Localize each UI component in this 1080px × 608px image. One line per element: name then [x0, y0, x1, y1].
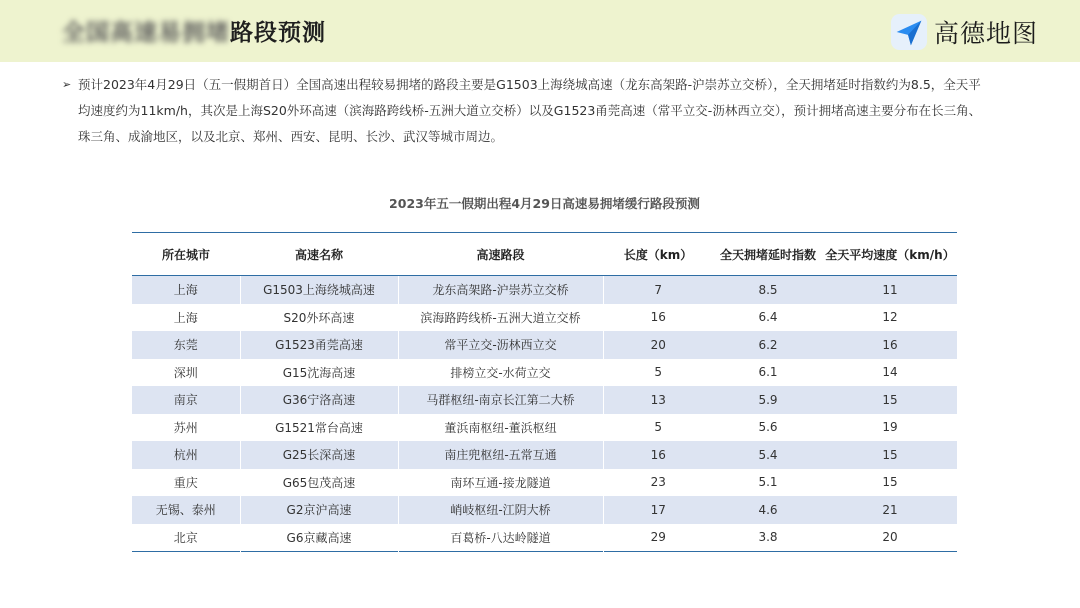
highway-cell: G36宁洛高速: [240, 386, 398, 414]
amap-logo-icon: [890, 13, 928, 51]
table-header-row: [132, 233, 957, 276]
brand-name: 高德地图: [933, 19, 1038, 48]
table-row: [132, 469, 957, 497]
column-header: 长度（km）: [603, 233, 713, 276]
avg-speed-cell: 21: [823, 496, 957, 524]
length-cell: 7: [603, 276, 713, 304]
page-title-text: 路段预测: [230, 20, 326, 46]
highway-cell: G65包茂高速: [240, 469, 398, 497]
table-row: [132, 359, 957, 387]
highway-cell: S20外环高速: [240, 304, 398, 332]
delay-index-cell: 5.4: [713, 441, 823, 469]
city-cell: 北京: [173, 530, 198, 545]
table-row: [132, 441, 957, 469]
page-title: [62, 14, 326, 47]
delay-index-cell: 4.6: [713, 496, 823, 524]
table-row: [132, 304, 957, 332]
column-header: 所在城市: [132, 233, 240, 276]
length-cell: 17: [603, 496, 713, 524]
delay-index-cell: 8.5: [713, 276, 823, 304]
highway-cell: G15沈海高速: [240, 359, 398, 387]
delay-index-cell: 6.4: [758, 310, 778, 325]
city-cell: 重庆: [173, 475, 198, 490]
table-caption: 2023年五一假期出程4月29日高速易拥堵缓行路段预测: [389, 196, 700, 211]
segment-cell: 南庄兜枢纽-五常互通: [398, 441, 603, 469]
city-cell: 无锡、泰州: [132, 496, 240, 524]
highway-cell: G1521常台高速: [240, 414, 398, 442]
avg-speed-cell: 14: [882, 365, 898, 380]
column-header: 全天平均速度（km/h）: [823, 233, 957, 276]
column-header: 高速名称: [240, 233, 398, 276]
delay-index-cell: 5.1: [758, 475, 778, 490]
segment-cell: 百葛桥-八达岭隧道: [398, 524, 603, 552]
table-row: [132, 386, 957, 414]
avg-speed-cell: 12: [882, 310, 898, 325]
length-cell: 16: [650, 310, 666, 325]
delay-index-cell: 6.1: [758, 365, 778, 380]
summary-text: 预计2023年4月29日（五一假期首日）全国高速出程较易拥堵的路段主要是G1503上海绕城高速（龙东高架路-沪崇苏立交桥），全天拥堵延时指数约为8.5，全天平均速度约为11km/h，其次是上海S20外环高速（滨海路跨线桥-五洲大道立交桥）以及G1523甬莞高速（常平立交-沥林西立交），预计拥堵高速主要分布在长三角、珠三角、成渝地区，以及北京、郑州、西安、昆明、长沙、武汉等城市周边。: [78, 77, 982, 144]
length-cell: 29: [650, 530, 666, 545]
summary-paragraph: [62, 72, 992, 150]
avg-speed-cell: 11: [823, 276, 957, 304]
page-title-blurred: 全国高速易拥堵: [62, 20, 230, 46]
length-cell: 20: [603, 331, 713, 359]
city-cell: 南京: [132, 386, 240, 414]
segment-cell: 马群枢纽-南京长江第二大桥: [398, 386, 603, 414]
arrow-bullet-icon: ➢: [62, 78, 72, 91]
table-row: [132, 331, 957, 359]
segment-cell: 滨海路跨线桥-五洲大道立交桥: [398, 304, 603, 332]
delay-index-cell: 6.2: [713, 331, 823, 359]
table-row: [132, 524, 957, 552]
avg-speed-cell: 20: [882, 530, 898, 545]
segment-cell: 龙东高架路-沪崇苏立交桥: [398, 276, 603, 304]
highway-cell: G6京藏高速: [240, 524, 398, 552]
avg-speed-cell: 19: [882, 420, 898, 435]
length-cell: 16: [603, 441, 713, 469]
avg-speed-cell: 15: [823, 441, 957, 469]
table-row: [132, 496, 957, 524]
length-cell: 5: [654, 420, 663, 435]
city-cell: 上海: [173, 310, 198, 325]
city-cell: 苏州: [173, 420, 198, 435]
column-header: 高速路段: [398, 233, 603, 276]
avg-speed-cell: 16: [823, 331, 957, 359]
header-banner: [0, 0, 1080, 62]
segment-cell: 南环互通-接龙隧道: [398, 469, 603, 497]
delay-index-cell: 3.8: [758, 530, 778, 545]
city-cell: 深圳: [173, 365, 198, 380]
segment-cell: 董浜南枢纽-董浜枢纽: [398, 414, 603, 442]
avg-speed-cell: 15: [823, 386, 957, 414]
delay-index-cell: 5.9: [713, 386, 823, 414]
delay-index-cell: 5.6: [758, 420, 778, 435]
length-cell: 13: [603, 386, 713, 414]
highway-cell: G1503上海绕城高速: [240, 276, 398, 304]
segment-cell: 排榜立交-水荷立交: [398, 359, 603, 387]
highway-cell: G2京沪高速: [240, 496, 398, 524]
brand-logo: [890, 12, 1038, 52]
segment-cell: 常平立交-沥林西立交: [398, 331, 603, 359]
city-cell: 上海: [132, 276, 240, 304]
highway-cell: G1523甬莞高速: [240, 331, 398, 359]
table-row: [132, 276, 957, 304]
highway-cell: G25长深高速: [240, 441, 398, 469]
city-cell: 东莞: [132, 331, 240, 359]
avg-speed-cell: 15: [882, 475, 898, 490]
segment-cell: 峭岐枢纽-江阴大桥: [398, 496, 603, 524]
table-row: [132, 414, 957, 442]
length-cell: 23: [650, 475, 666, 490]
city-cell: 杭州: [132, 441, 240, 469]
column-header: 全天拥堵延时指数: [713, 233, 823, 276]
congestion-table: [132, 232, 957, 552]
length-cell: 5: [654, 365, 663, 380]
